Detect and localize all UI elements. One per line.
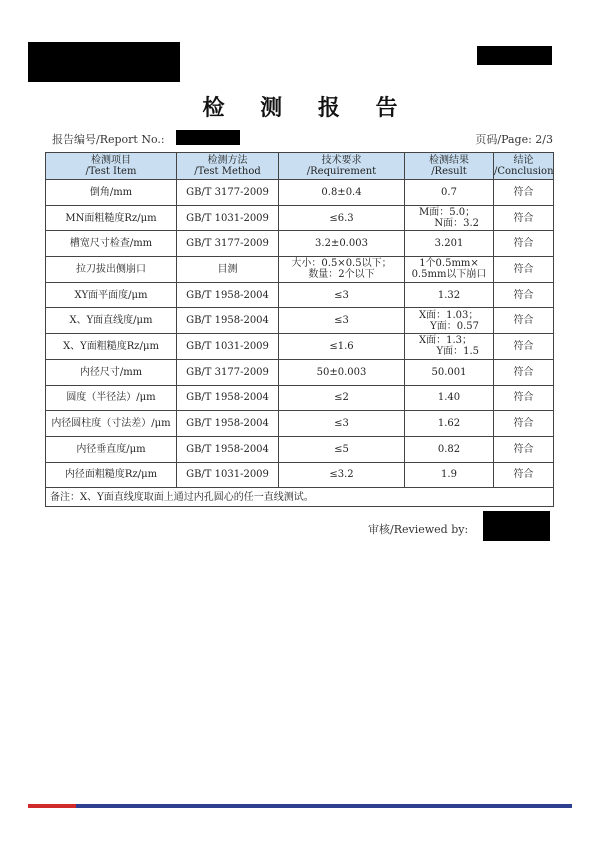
requirement-cell <box>279 462 405 488</box>
test-item-cell: 倒角/mm <box>46 180 177 206</box>
conclusion-cell: 符合 <box>494 411 554 437</box>
result-line: 1.9 <box>441 469 457 481</box>
requirement-line: ≤3 <box>334 289 349 301</box>
requirement-cell <box>279 359 405 385</box>
test-item-cell: 内径尺寸/mm <box>46 359 177 385</box>
test-item-cell: X、Y面直线度/μm <box>46 308 177 334</box>
requirement-cell <box>279 436 405 462</box>
test-method-cell: GB/T 1031-2009 <box>177 205 279 231</box>
test-item-cell: 内径圆柱度（寸法差）/μm <box>46 411 177 437</box>
test-method-cell: GB/T 1958-2004 <box>177 411 279 437</box>
result-cell <box>405 385 494 411</box>
requirement-cell <box>279 385 405 411</box>
conclusion-cell: 符合 <box>494 308 554 334</box>
requirement-line: ≤3 <box>334 315 349 327</box>
test-method-cell: GB/T 3177-2009 <box>177 180 279 206</box>
result-line: 1.62 <box>437 418 461 430</box>
table-row <box>46 180 554 206</box>
table-body <box>46 180 554 507</box>
result-line: 1.32 <box>437 289 461 301</box>
requirement-cell <box>279 205 405 231</box>
result-line: 3.201 <box>434 238 464 250</box>
result-line: Y面：1.5 <box>436 346 479 358</box>
test-item-cell: 内径面粗糙度Rz/μm <box>46 462 177 488</box>
column-header <box>46 153 177 180</box>
result-cell <box>405 257 494 283</box>
test-item-cell: 圆度（半径法）/μm <box>46 385 177 411</box>
test-method-cell: 目测 <box>177 257 279 283</box>
requirement-cell <box>279 334 405 360</box>
result-cell <box>405 308 494 334</box>
page-number: 页码/Page: 2/3 <box>475 133 553 146</box>
result-line: Y面：0.57 <box>430 320 479 332</box>
table-row <box>46 205 554 231</box>
requirement-line: 50±0.003 <box>316 366 367 378</box>
table-row <box>46 411 554 437</box>
redacted-reviewer-signature <box>483 511 550 541</box>
result-cell <box>405 205 494 231</box>
requirement-line: 数量：2个以下 <box>308 269 375 281</box>
test-item-cell: X、Y面粗糙度Rz/μm <box>46 334 177 360</box>
conclusion-cell: 符合 <box>494 282 554 308</box>
result-line: 0.82 <box>437 443 461 455</box>
test-method-cell: GB/T 1031-2009 <box>177 462 279 488</box>
test-item-cell: XY面平面度/μm <box>46 282 177 308</box>
requirement-line: ≤2 <box>334 392 349 404</box>
requirement-cell <box>279 308 405 334</box>
conclusion-cell: 符合 <box>494 180 554 206</box>
result-cell <box>405 436 494 462</box>
test-method-cell: GB/T 1958-2004 <box>177 436 279 462</box>
test-results-table <box>45 152 554 507</box>
test-item-cell: MN面粗糙度Rz/μm <box>46 205 177 231</box>
redacted-header-mark <box>477 46 552 65</box>
result-line: 1.40 <box>437 392 461 404</box>
table-row <box>46 436 554 462</box>
result-cell <box>405 359 494 385</box>
test-method-cell: GB/T 1031-2009 <box>177 334 279 360</box>
column-header-english: /Result <box>431 166 467 177</box>
test-method-cell: GB/T 1958-2004 <box>177 385 279 411</box>
requirement-line: ≤3 <box>334 418 349 430</box>
column-header <box>494 153 554 180</box>
table-row <box>46 359 554 385</box>
note-row <box>46 488 554 507</box>
conclusion-cell: 符合 <box>494 205 554 231</box>
requirement-cell <box>279 411 405 437</box>
requirement-line: ≤5 <box>334 443 349 455</box>
table-row <box>46 334 554 360</box>
column-header-english: /Requirement <box>306 166 377 177</box>
test-method-cell: GB/T 3177-2009 <box>177 359 279 385</box>
column-header-chinese: 技术要求 <box>321 155 362 166</box>
table-header-row <box>46 153 554 180</box>
requirement-line: 0.8±0.4 <box>321 186 362 198</box>
result-cell <box>405 334 494 360</box>
footer-blue-bar <box>76 804 572 808</box>
conclusion-cell: 符合 <box>494 385 554 411</box>
redacted-report-number <box>176 130 240 145</box>
requirement-line: ≤1.6 <box>329 340 354 352</box>
reviewed-by-label: 审核/Reviewed by: <box>368 523 469 536</box>
column-header <box>177 153 279 180</box>
requirement-line: 大小：0.5×0.5以下； <box>291 258 392 270</box>
result-line: N面：3.2 <box>434 218 479 230</box>
redacted-logo <box>28 42 180 82</box>
result-line: X面：1.3； <box>419 335 473 347</box>
test-item-cell: 拉刀拔出侧崩口 <box>46 257 177 283</box>
test-item-cell: 内径垂直度/μm <box>46 436 177 462</box>
test-method-cell: GB/T 1958-2004 <box>177 282 279 308</box>
conclusion-cell: 符合 <box>494 231 554 257</box>
column-header-chinese: 检测结果 <box>429 155 469 166</box>
requirement-line: ≤3.2 <box>329 469 354 481</box>
test-method-cell: GB/T 3177-2009 <box>177 231 279 257</box>
column-header-chinese: 结论 <box>513 155 534 166</box>
requirement-line: 3.2±0.003 <box>315 238 368 250</box>
table-row <box>46 385 554 411</box>
result-line: 50.001 <box>431 366 467 378</box>
requirement-cell <box>279 231 405 257</box>
result-cell <box>405 462 494 488</box>
table-row <box>46 257 554 283</box>
result-line: M面：5.0； <box>419 207 476 219</box>
report-title: 检 测 报 告 <box>202 95 412 121</box>
test-item-cell: 槽宽尺寸检查/mm <box>46 231 177 257</box>
column-header-english: /Test Method <box>194 166 261 177</box>
column-header-chinese: 检测方法 <box>207 155 248 166</box>
result-cell <box>405 180 494 206</box>
table-row <box>46 231 554 257</box>
test-method-cell: GB/T 1958-2004 <box>177 308 279 334</box>
table-row <box>46 462 554 488</box>
result-cell <box>405 282 494 308</box>
conclusion-cell: 符合 <box>494 334 554 360</box>
column-header <box>405 153 494 180</box>
footer-red-bar <box>28 804 76 808</box>
conclusion-cell: 符合 <box>494 462 554 488</box>
conclusion-cell: 符合 <box>494 436 554 462</box>
column-header-english: /Test Item <box>85 166 137 177</box>
result-line: X面：1.03； <box>419 309 479 321</box>
result-cell <box>405 231 494 257</box>
requirement-cell <box>279 282 405 308</box>
conclusion-cell: 符合 <box>494 257 554 283</box>
requirement-cell <box>279 180 405 206</box>
result-line: 0.5mm以下崩口 <box>411 269 487 281</box>
table-row <box>46 308 554 334</box>
column-header-english: /Conclusion <box>494 166 554 177</box>
requirement-cell <box>279 257 405 283</box>
conclusion-cell: 符合 <box>494 359 554 385</box>
requirement-line: ≤6.3 <box>329 212 354 224</box>
column-header-chinese: 检测项目 <box>91 155 131 166</box>
table-row <box>46 282 554 308</box>
result-cell <box>405 411 494 437</box>
note-text: 备注：X、Y面直线度取面上通过内孔圆心的任一直线测试。 <box>46 488 554 507</box>
result-line: 0.7 <box>441 186 457 198</box>
report-number-label: 报告编号/Report No.: <box>52 133 165 146</box>
result-line: 1个0.5mm× <box>419 258 479 270</box>
column-header <box>279 153 405 180</box>
